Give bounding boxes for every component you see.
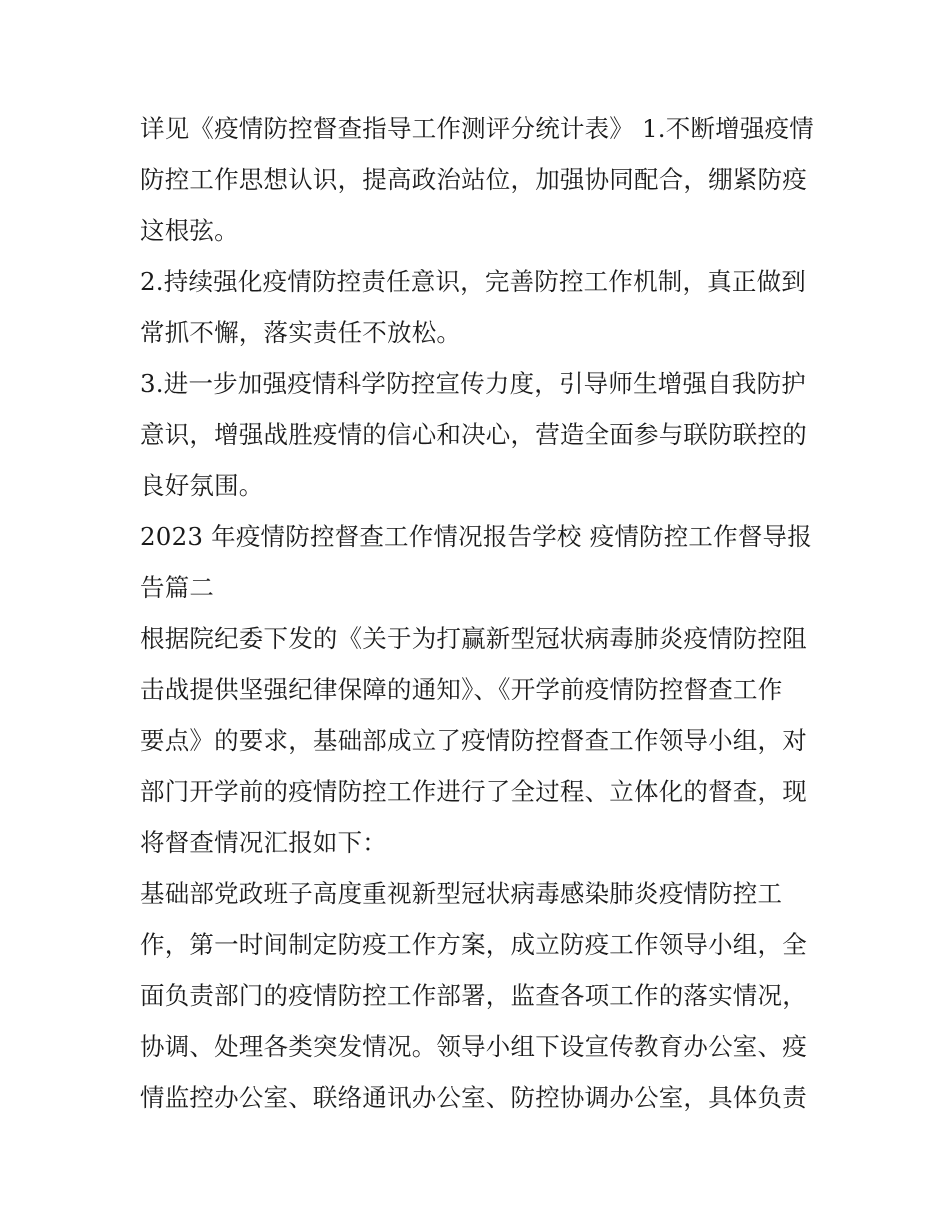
text-line: 击战提供坚强纪律保障的通知》、《开学前疫情防控督查工作 — [140, 675, 783, 704]
paragraph-item-3 — [140, 358, 820, 511]
text-line: 部门开学前的疫情防控工作进行了全过程、立体化的督查，现 — [140, 777, 807, 806]
text-line: 常抓不懈，落实责任不放松。 — [140, 318, 462, 347]
text-line: 3.进一步加强疫情科学防控宣传力度，引导师生增强自我防护 — [140, 369, 806, 398]
text-line: 2023 年疫情防控督查工作情况报告学校 疫情防控工作督导报 — [140, 522, 812, 551]
text-line: 将督查情况汇报如下： — [140, 828, 387, 857]
text-line: 这根弦。 — [140, 216, 239, 245]
section-heading — [140, 511, 820, 613]
text-line: 2.持续强化疫情防控责任意识，完善防控工作机制，真正做到 — [140, 267, 806, 296]
text-line: 防控工作思想认识，提高政治站位，加强协同配合，绷紧防疫 — [140, 165, 807, 194]
paragraph-evaluation-reference — [140, 103, 820, 256]
text-line: 情监控办公室、联络通讯办公室、防控协调办公室，具体负责 — [140, 1083, 807, 1112]
text-line: 要点》的要求，基础部成立了疫情防控督查工作领导小组，对 — [140, 726, 807, 755]
paragraph-background — [140, 613, 820, 868]
text-line: 告篇二 — [140, 573, 215, 602]
text-line: 意识，增强战胜疫情的信心和决心，营造全面参与联防联控的 — [140, 420, 807, 449]
document-body — [140, 103, 820, 1123]
text-line: 协调、处理各类突发情况。领导小组下设宣传教育办公室、疫 — [140, 1032, 807, 1061]
text-line: 良好氛围。 — [140, 471, 264, 500]
text-line: 面负责部门的疫情防控工作部署，监查各项工作的落实情况， — [140, 981, 807, 1010]
text-line: 根据院纪委下发的《关于为打赢新型冠状病毒肺炎疫情防控阻 — [140, 624, 807, 653]
text-line: 详见《疫情防控督查指导工作测评分统计表》 1.不断增强疫情 — [140, 114, 814, 143]
text-line: 作，第一时间制定防疫工作方案，成立防疫工作领导小组，全 — [140, 930, 807, 959]
paragraph-item-2 — [140, 256, 820, 358]
text-line: 基础部党政班子高度重视新型冠状病毒感染肺炎疫情防控工 — [140, 879, 783, 908]
paragraph-leadership — [140, 868, 820, 1123]
